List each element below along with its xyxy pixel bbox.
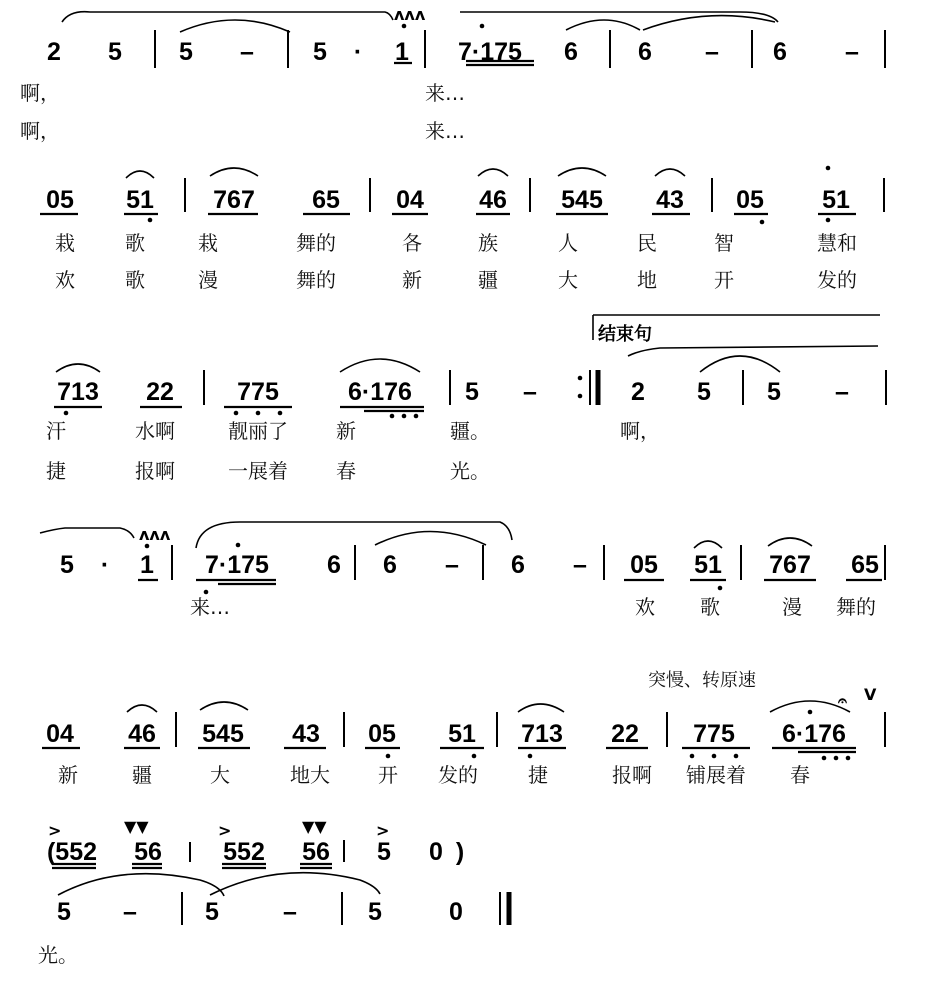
- lyric: 春: [336, 459, 356, 483]
- lyric: 栽: [55, 231, 75, 255]
- note: 46: [479, 186, 507, 214]
- lyric: 栽: [198, 231, 218, 255]
- note: ·: [353, 38, 363, 66]
- note: 5: [205, 898, 219, 926]
- note: –: [835, 378, 849, 406]
- lyric: 疆: [132, 763, 152, 787]
- note: –: [283, 898, 297, 926]
- note: 5: [60, 551, 74, 579]
- note: 56: [302, 838, 330, 866]
- note: 6: [564, 38, 578, 66]
- note: 5: [57, 898, 71, 926]
- lyric: 汗: [46, 419, 66, 443]
- note: 2: [631, 378, 645, 406]
- note: –: [845, 38, 859, 66]
- note: 56: [134, 838, 162, 866]
- lyric: 疆: [478, 268, 498, 292]
- lyric: 各: [402, 231, 422, 255]
- lyric: 歌: [125, 268, 145, 292]
- lyric: 新: [336, 419, 356, 443]
- note: 7·175: [205, 551, 269, 579]
- lyric: 欢: [55, 268, 75, 292]
- note: 6·176: [782, 720, 846, 748]
- lyric: 发的: [817, 268, 857, 292]
- lyric: 地大: [290, 763, 330, 787]
- lyric: 大: [558, 268, 578, 292]
- staccato-icon: ▼▼: [124, 817, 149, 836]
- note: 713: [57, 378, 99, 406]
- note: 5: [313, 38, 327, 66]
- note: 767: [769, 551, 811, 579]
- note: 545: [561, 186, 603, 214]
- lyric: 族: [478, 231, 498, 255]
- note: 1: [395, 38, 409, 66]
- note: (552: [46, 838, 98, 866]
- breath-mark-icon: V: [864, 685, 877, 704]
- note: –: [240, 38, 254, 66]
- note: –: [705, 38, 719, 66]
- note: 775: [693, 720, 735, 748]
- lyric: 啊，: [620, 419, 660, 443]
- note: 05: [630, 551, 658, 579]
- lyric: 光。: [38, 943, 78, 967]
- lyric: 舞的: [296, 268, 336, 292]
- note: 545: [202, 720, 244, 748]
- lyric: 民: [637, 231, 657, 255]
- lyric: 慧和: [817, 231, 857, 255]
- lyric: 漫: [198, 268, 218, 292]
- lyric: 疆。: [450, 419, 490, 443]
- note: 65: [851, 551, 879, 579]
- accent-icon: >: [218, 821, 232, 840]
- note: 552: [223, 838, 265, 866]
- note: 0: [429, 838, 443, 866]
- row-6-marks: [48, 817, 389, 868]
- note: –: [523, 378, 537, 406]
- note: 6: [773, 38, 787, 66]
- lyric: 发的: [438, 763, 478, 787]
- note: 5: [767, 378, 781, 406]
- lyric: 报啊: [135, 459, 175, 483]
- lyric: 啊，: [20, 119, 60, 143]
- note: 5: [465, 378, 479, 406]
- note: 51: [822, 186, 850, 214]
- lyric: 水啊: [135, 419, 175, 443]
- note: 51: [448, 720, 476, 748]
- lyric: 智: [714, 231, 734, 255]
- note: 05: [368, 720, 396, 748]
- mordent-icon: ᴧᴧᴧ: [394, 5, 426, 24]
- lyric: 开: [378, 763, 398, 787]
- lyric: 报啊: [612, 763, 652, 787]
- lyric: 春: [790, 763, 810, 787]
- note: 6: [327, 551, 341, 579]
- note: 05: [46, 186, 74, 214]
- note: 04: [396, 186, 424, 214]
- note: 5: [697, 378, 711, 406]
- row-4-marks: [40, 522, 885, 594]
- lyric: 捷: [46, 459, 66, 483]
- note: ): [455, 838, 465, 866]
- note: –: [123, 898, 137, 926]
- fermata-icon: 𝄐: [838, 691, 847, 710]
- accent-icon: >: [48, 821, 62, 840]
- lyric: 地: [637, 268, 657, 292]
- lyric: 大: [210, 763, 230, 787]
- lyric: 来…: [425, 81, 465, 105]
- note: 2: [47, 38, 61, 66]
- note: –: [445, 551, 459, 579]
- note: 775: [237, 378, 279, 406]
- lyric: 铺展着: [686, 763, 746, 787]
- note: 46: [128, 720, 156, 748]
- note: 7·175: [458, 38, 522, 66]
- lyric: 捷: [528, 763, 548, 787]
- lyric: 靓丽了: [228, 419, 288, 443]
- lyric: 来…: [425, 119, 465, 143]
- note: 05: [736, 186, 764, 214]
- note: 6: [638, 38, 652, 66]
- note: 767: [213, 186, 255, 214]
- mordent-icon: ᴧᴧᴧ: [139, 525, 171, 544]
- accent-icon: >: [376, 821, 390, 840]
- note: 5: [179, 38, 193, 66]
- lyric: 新: [58, 763, 78, 787]
- tempo-marking: 突慢、转原速: [648, 670, 756, 691]
- note: 22: [146, 378, 174, 406]
- note: 04: [46, 720, 74, 748]
- lyric: 光。: [450, 459, 490, 483]
- section-label: 结束句: [598, 324, 652, 345]
- lyric: 舞的: [296, 231, 336, 255]
- note: 6: [383, 551, 397, 579]
- lyric: 舞的: [836, 595, 876, 619]
- staccato-icon: ▼▼: [302, 817, 327, 836]
- note: 65: [312, 186, 340, 214]
- lyric: 一展着: [228, 459, 288, 483]
- note: 51: [126, 186, 154, 214]
- note: 0: [449, 898, 463, 926]
- lyric: 来…: [190, 595, 230, 619]
- lyric: 新: [402, 268, 422, 292]
- note: 6: [511, 551, 525, 579]
- lyric: 欢: [635, 595, 655, 619]
- note: 43: [656, 186, 684, 214]
- lyric: 漫: [782, 595, 802, 619]
- note: 713: [521, 720, 563, 748]
- note: 5: [377, 838, 391, 866]
- lyric: 歌: [700, 595, 720, 619]
- lyric: 啊，: [20, 81, 60, 105]
- note: 5: [368, 898, 382, 926]
- note: 5: [108, 38, 122, 66]
- note: 43: [292, 720, 320, 748]
- note: 6·176: [348, 378, 412, 406]
- note: 1: [140, 551, 154, 579]
- lyric: 歌: [125, 231, 145, 255]
- lyric: 人: [558, 231, 578, 255]
- note: ·: [100, 551, 110, 579]
- note: 51: [694, 551, 722, 579]
- note: –: [573, 551, 587, 579]
- lyric: 开: [714, 268, 734, 292]
- note: 22: [611, 720, 639, 748]
